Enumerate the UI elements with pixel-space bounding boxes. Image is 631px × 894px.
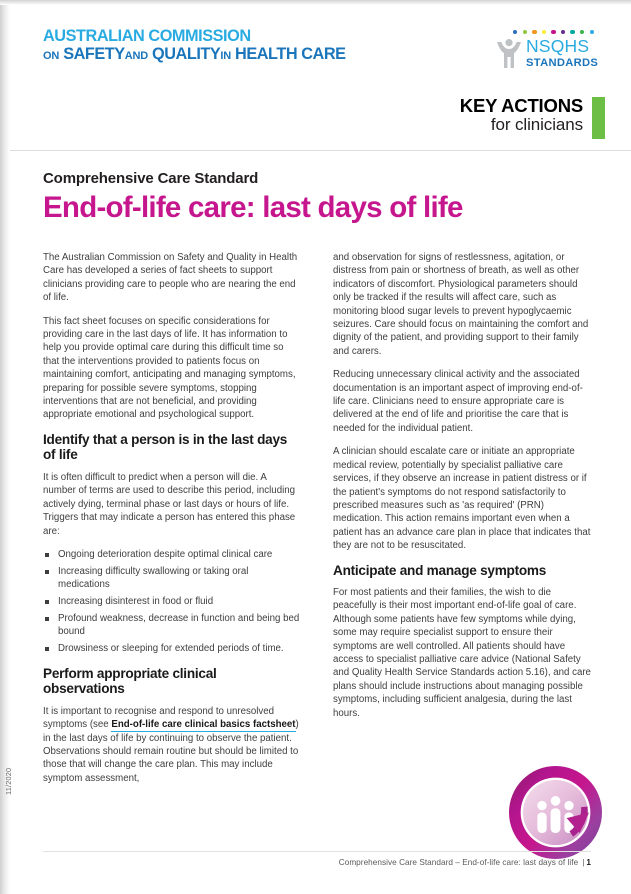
nsqhs-dot-6 [561,30,565,34]
commission-logo-line1: AUSTRALIAN COMMISSION [43,27,251,45]
australian-commission-logo [43,28,346,62]
nsqhs-wordmark [526,38,598,69]
nsqhs-dot-7 [570,30,574,34]
comprehensive-care-logo [509,766,602,859]
header-divider [10,150,631,151]
key-actions-title: KEY ACTIONS [459,95,583,116]
nsqhs-dot-4 [542,30,546,34]
identify-paragraph: It is often difficult to predict when a person will die. A number of terms are used to describe this period, including actively dying, terminal phase or last days or hours of life. Triggers that may indicate a person has entered this phase are: [43,471,296,537]
left-column [43,251,301,795]
heading-perform-observations: Perform appropriate clinical observations [43,665,217,697]
perform-text-after-link: ) in the last days of life by continuing to observe the patient. Observations should remain routine but should be limited to those that will change the care plan. This may include symptom assessment, [43,719,299,784]
list-item: Profound weakness, decrease in function and being bed bound [43,612,301,639]
commission-logo-safety: SAFETY [63,44,125,63]
key-actions-green-bar [592,97,605,139]
document-date: 11/2020 [4,767,13,795]
footer-text: Comprehensive Care Standard – End-of-life care: last days of life [338,858,579,867]
nsqhs-standards-logo [495,30,600,72]
end-of-life-clinical-basics-link[interactable]: End-of-life care clinical basics factsheet [111,719,296,731]
page-title: End-of-life care: last days of life [43,191,463,224]
page-footer [339,858,591,867]
commission-logo-quality: QUALITY [152,44,221,63]
page-header [0,0,631,150]
heading-identify-last-days: Identify that a person is in the last days of life [43,431,288,463]
observations-continued-paragraph: and observation for signs of restlessness, agitation, or distress from pain or shortness of breath, as well as other indicators of discomfort. Physiological parameters should only be tracked if the results will affect care, such as monitoring blood sugar levels to prevent hypoglycaemic seizures. Care should focus on maintaining the comfort and dignity of the patient, and providing support to their family and carers. [333,252,589,357]
title-block [43,170,603,224]
nsqhs-subtitle: STANDARDS [526,56,599,69]
intro-paragraph-1: The Australian Commission on Safety and Quality in Health Care has developed a series of fact sheets to support clinicians providing care to people who are nearing the end of life. [43,252,298,304]
reducing-activity-paragraph: Reducing unnecessary clinical activity and the associated documentation is an important aspect of improving end-of-life care. Clinicians need to ensure appropriate care is delivered at the end of life and prioritise the care that is needed for the individual patient. [333,369,583,434]
footer-divider [43,851,591,852]
commission-logo-in: IN [220,49,231,62]
nsqhs-dot-9 [590,30,594,34]
key-actions-subtitle: for clinicians [490,115,583,135]
heading-anticipate-symptoms: Anticipate and manage symptoms [333,562,547,578]
nsqhs-dot-8 [580,30,584,34]
body-columns [43,251,591,841]
page-number: 1 [586,858,591,867]
perform-text-before-link: It is important to recognise and respond to unresolved symptoms (see [43,705,275,731]
key-actions-text [460,96,583,134]
nsqhs-dots-row [513,30,594,34]
commission-logo-health-care: HEALTH CARE [235,44,346,63]
commission-logo-and: AND [124,49,148,62]
person-icon [495,39,523,69]
anticipate-symptoms-paragraph: For most patients and their families, the wish to die peacefully is their most important end-of-life goal of care. Although some patients have few symptoms while dying, some may require specialist support to ensure their symptoms are well controlled. All patients should have access to specialist palliative care advice (National Safety and Quality Health Service Standards action 5.16), and care plans should include instructions about managing possible symptoms, including sufficient analgesia, during the last hours. [333,587,591,719]
right-column [333,251,591,730]
perform-observations-paragraph [43,705,301,785]
standard-name: Comprehensive Care Standard [43,170,259,187]
nsqhs-dot-2 [523,30,527,34]
escalate-care-paragraph: A clinician should escalate care or initiate an appropriate medical review, potentially by specialist palliative care services, if they observe an increase in patient distress or if the patient's symptoms do not respond satisfactorily to prescribed measures such as 'as required' (PRN) medication. This action remains important even when a patient has an advance care plan in place that indicates that they are not to be resuscitated. [333,446,591,552]
nsqhs-dot-5 [551,30,555,34]
commission-logo-line2 [43,46,346,63]
list-item: Increasing difficulty swallowing or taking oral medications [43,565,301,592]
intro-paragraph-2: This fact sheet focuses on specific considerations for providing care in the last days of life. It has information to help you provide optimal care during this difficult time so that the interventions provided to patients focus on maintaining comfort, anticipating and managing symptoms, preparing for possible severe symptoms, stopping interventions that are not beneficial, and providing appropriate emotional and psychological support. [43,315,296,421]
commission-logo-on: ON [43,49,60,62]
footer-separator: | [582,858,585,867]
list-item: Ongoing deterioration despite optimal clinical care [43,548,301,561]
key-actions-banner [460,96,605,139]
nsqhs-dot-3 [532,30,536,34]
identify-triggers-list [43,548,301,656]
nsqhs-dot-1 [513,30,517,34]
list-item: Increasing disinterest in food or fluid [43,595,301,608]
nsqhs-name: NSQHS [526,36,590,56]
list-item: Drowsiness or sleeping for extended periods of time. [43,642,301,655]
